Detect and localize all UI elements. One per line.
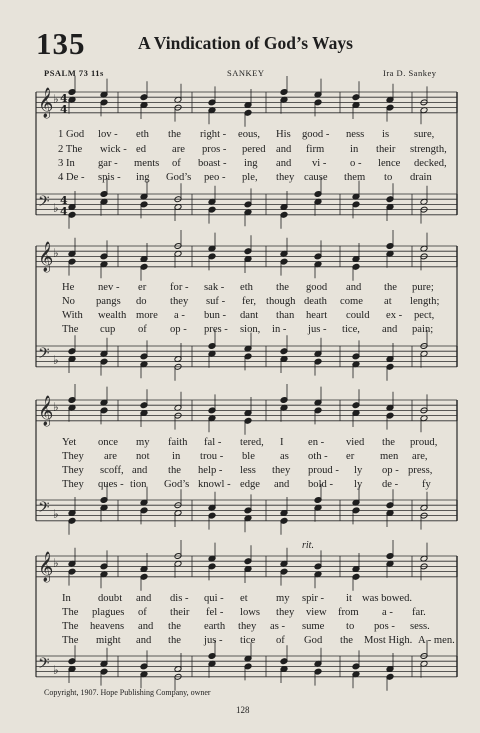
syllable: their <box>376 144 396 155</box>
syllable: suf - <box>206 296 226 307</box>
syllable: lows <box>240 607 261 618</box>
syllable: pangs <box>96 296 121 307</box>
syllable: and <box>276 158 292 169</box>
lyric-line <box>0 129 480 143</box>
syllable: as - <box>270 621 286 632</box>
lyric-line <box>0 451 480 465</box>
flat-icon: ♭ <box>53 353 59 367</box>
syllable: jus - <box>308 324 327 335</box>
syllable: cup <box>100 324 116 335</box>
lyric-line <box>0 607 480 621</box>
syllable: are <box>172 144 185 155</box>
syllable: it <box>346 593 352 604</box>
syllable: press, <box>408 465 433 476</box>
syllable: than <box>276 310 295 321</box>
lyric-line <box>0 465 480 479</box>
hymn-number: 135 <box>36 26 86 61</box>
syllable: and <box>138 621 154 632</box>
syllable: They <box>62 465 84 476</box>
syllable: The <box>62 635 79 646</box>
syllable: ex - <box>386 310 403 321</box>
ritardando-mark: rit. <box>302 540 314 551</box>
syllable: could <box>346 310 370 321</box>
syllable: nev - <box>98 282 120 293</box>
bass-clef-icon: 𝄢 <box>38 655 50 676</box>
syllable: edge <box>240 479 260 490</box>
copyright-notice: Copyright, 1907. Hope Publishing Company, owner <box>44 688 211 697</box>
syllable: The <box>62 607 79 618</box>
syllable: and <box>274 479 290 490</box>
syllable: from <box>338 607 359 618</box>
syllable: they <box>170 296 189 307</box>
syllable: firm <box>306 144 325 155</box>
syllable: bold - <box>308 479 334 490</box>
syllable: 3 In <box>58 158 75 169</box>
syllable: of <box>172 158 181 169</box>
syllable: of <box>138 324 147 335</box>
treble-clef-icon: 𝄞 <box>38 552 54 582</box>
syllable: vied <box>346 437 365 448</box>
syllable: come <box>340 296 363 307</box>
syllable: tered, <box>240 437 264 448</box>
syllable: peo - <box>204 172 226 183</box>
syllable: wick - <box>100 144 127 155</box>
syllable: The <box>62 621 79 632</box>
syllable: fer, <box>242 296 256 307</box>
lyric-line <box>0 310 480 324</box>
syllable: 4 De - <box>58 172 85 183</box>
syllable: fel - <box>206 607 224 618</box>
syllable: heart <box>306 310 328 321</box>
syllable: the <box>340 635 353 646</box>
syllable: doubt <box>98 593 123 604</box>
flat-icon: ♭ <box>53 556 59 570</box>
syllable: They <box>62 479 84 490</box>
syllable: jus - <box>204 635 223 646</box>
flat-icon: ♭ <box>53 246 59 260</box>
syllable: I <box>280 437 284 448</box>
flat-icon: ♭ <box>53 663 59 677</box>
flat-icon: ♭ <box>53 92 59 106</box>
syllable: sure, <box>414 129 435 140</box>
syllable: pain; <box>412 324 434 335</box>
syllable: ly <box>354 479 363 490</box>
syllable: bun - <box>204 310 227 321</box>
syllable: gar - <box>98 158 118 169</box>
syllable: sess. <box>410 621 430 632</box>
syllable: sion, <box>240 324 261 335</box>
syllable: His <box>276 129 291 140</box>
lyric-line <box>0 437 480 451</box>
syllable: the <box>382 437 395 448</box>
syllable: are <box>104 451 117 462</box>
lyric-line <box>0 144 480 158</box>
syllable: pos - <box>374 621 395 632</box>
syllable: a - <box>382 607 393 618</box>
syllable: God’s <box>164 479 190 490</box>
syllable: proud - <box>308 465 339 476</box>
syllable: not <box>136 451 150 462</box>
syllable: my <box>136 437 150 448</box>
lyric-line <box>0 282 480 296</box>
tune-name: SANKEY <box>227 68 265 78</box>
syllable: God <box>304 635 323 646</box>
syllable: do <box>136 296 147 307</box>
lyric-line <box>0 158 480 172</box>
treble-clef-icon: 𝄞 <box>38 88 54 118</box>
time-signature: 4 <box>60 194 68 207</box>
syllable: the <box>168 621 181 632</box>
syllable: them <box>344 172 366 183</box>
syllable: far. <box>412 607 426 618</box>
syllable: though <box>266 296 296 307</box>
syllable: in <box>172 451 181 462</box>
syllable: They <box>62 451 84 462</box>
syllable: strength, <box>410 144 447 155</box>
syllable: a - <box>174 310 185 321</box>
syllable: No <box>62 296 75 307</box>
flat-icon: ♭ <box>53 201 59 215</box>
syllable: decked, <box>414 158 447 169</box>
syllable: en - <box>308 437 325 448</box>
syllable: and <box>136 593 152 604</box>
flat-icon: ♭ <box>53 400 59 414</box>
syllable: the <box>384 282 397 293</box>
syllable: op - <box>170 324 187 335</box>
syllable: earth <box>204 621 226 632</box>
syllable: at <box>384 296 392 307</box>
syllable: ble <box>242 451 255 462</box>
treble-clef-icon: 𝄞 <box>38 396 54 426</box>
syllable: and <box>276 144 292 155</box>
syllable: tice, <box>342 324 360 335</box>
syllable: et <box>240 593 248 604</box>
lyric-line <box>0 635 480 649</box>
lyric-line <box>0 172 480 186</box>
syllable: eth <box>240 282 253 293</box>
lyric-line <box>0 479 480 493</box>
syllable: ments <box>134 158 160 169</box>
syllable: er <box>346 451 355 462</box>
syllable: right - <box>200 129 227 140</box>
syllable: ly <box>354 465 363 476</box>
syllable: ques - <box>98 479 124 490</box>
syllable: eth <box>136 129 149 140</box>
syllable: knowl - <box>198 479 231 490</box>
syllable: op - <box>382 465 399 476</box>
syllable: boast - <box>198 158 227 169</box>
lyric-line <box>0 296 480 310</box>
syllable: trou - <box>200 451 224 462</box>
flat-icon: ♭ <box>53 507 59 521</box>
syllable: the <box>168 129 181 140</box>
syllable: tion <box>130 479 147 490</box>
syllable: scoff, <box>100 465 124 476</box>
syllable: lov - <box>98 129 118 140</box>
bass-clef-icon: 𝄢 <box>38 345 50 366</box>
syllable: length; <box>410 296 440 307</box>
syllable: sak - <box>204 282 225 293</box>
syllable: of <box>138 607 147 618</box>
syllable: ple, <box>242 172 258 183</box>
syllable: ness <box>346 129 365 140</box>
syllable: A - men. <box>418 635 455 646</box>
bass-clef-icon: 𝄢 <box>38 193 50 214</box>
syllable: men <box>380 451 399 462</box>
syllable: more <box>136 310 158 321</box>
syllable: their <box>170 607 190 618</box>
syllable: to <box>384 172 393 183</box>
syllable: for - <box>170 282 189 293</box>
syllable: 2 The <box>58 144 83 155</box>
syllable: dant <box>240 310 259 321</box>
syllable: ing <box>244 158 258 169</box>
syllable: In <box>62 593 71 604</box>
bass-clef-icon: 𝄢 <box>38 499 50 520</box>
syllable: dis - <box>170 593 189 604</box>
syllable: and <box>136 635 152 646</box>
syllable: less <box>240 465 256 476</box>
syllable: pure; <box>412 282 434 293</box>
lyric-line <box>0 324 480 338</box>
time-signature: 4 <box>60 92 68 105</box>
syllable: er <box>138 282 147 293</box>
syllable: Yet <box>62 437 77 448</box>
syllable: plagues <box>92 607 125 618</box>
syllable: Most High. <box>364 635 413 646</box>
meter-label: PSALM 73 11s <box>44 68 104 78</box>
syllable: With <box>62 310 83 321</box>
syllable: might <box>96 635 121 646</box>
syllable: as <box>280 451 289 462</box>
lyric-line <box>0 621 480 635</box>
syllable: fal - <box>204 437 222 448</box>
syllable: spir - <box>302 593 325 604</box>
syllable: wealth <box>98 310 127 321</box>
syllable: The <box>62 324 79 335</box>
syllable: view <box>306 607 327 618</box>
syllable: proud, <box>410 437 438 448</box>
syllable: of <box>276 635 285 646</box>
syllable: once <box>98 437 118 448</box>
syllable: in <box>350 144 359 155</box>
syllable: they <box>238 621 257 632</box>
syllable: my <box>276 593 290 604</box>
syllable: sume <box>302 621 325 632</box>
syllable: ed <box>136 144 146 155</box>
syllable: qui - <box>204 593 224 604</box>
time-signature: 4 <box>60 103 68 116</box>
syllable: are, <box>412 451 428 462</box>
composer-name: Ira D. Sankey <box>383 68 437 78</box>
syllable: pros - <box>202 144 227 155</box>
treble-clef-icon: 𝄞 <box>38 242 54 272</box>
syllable: de - <box>382 479 399 490</box>
syllable: fy <box>422 479 431 490</box>
syllable: and <box>382 324 398 335</box>
syllable: and <box>346 282 362 293</box>
syllable: lence <box>378 158 401 169</box>
syllable: death <box>304 296 327 307</box>
syllable: the <box>168 465 181 476</box>
syllable: spis - <box>98 172 121 183</box>
syllable: help - <box>198 465 223 476</box>
syllable: faith <box>168 437 188 448</box>
time-signature: 4 <box>60 205 68 218</box>
syllable: cause <box>304 172 328 183</box>
syllable: tice <box>240 635 256 646</box>
lyric-line <box>0 593 480 607</box>
syllable: oth - <box>308 451 328 462</box>
hymn-title: A Vindication of God’s Ways <box>138 33 353 53</box>
syllable: the <box>276 282 289 293</box>
syllable: they <box>272 465 291 476</box>
syllable: is <box>382 129 390 140</box>
syllable: they <box>276 172 295 183</box>
syllable: 1 God <box>58 129 85 140</box>
syllable: was bowed. <box>362 593 413 604</box>
syllable: drain <box>410 172 432 183</box>
syllable: the <box>168 635 181 646</box>
syllable: to <box>346 621 355 632</box>
syllable: o - <box>350 158 362 169</box>
syllable: He <box>62 282 75 293</box>
syllable: eous, <box>238 129 261 140</box>
syllable: in - <box>272 324 287 335</box>
syllable: good - <box>302 129 330 140</box>
syllable: they <box>276 607 295 618</box>
page-number: 128 <box>236 705 250 715</box>
syllable: pered <box>242 144 266 155</box>
syllable: and <box>132 465 148 476</box>
syllable: good <box>306 282 328 293</box>
syllable: heavens <box>90 621 125 632</box>
syllable: ing <box>136 172 150 183</box>
syllable: God’s <box>166 172 192 183</box>
syllable: pect, <box>414 310 435 321</box>
syllable: pres - <box>204 324 228 335</box>
syllable: vi - <box>312 158 327 169</box>
